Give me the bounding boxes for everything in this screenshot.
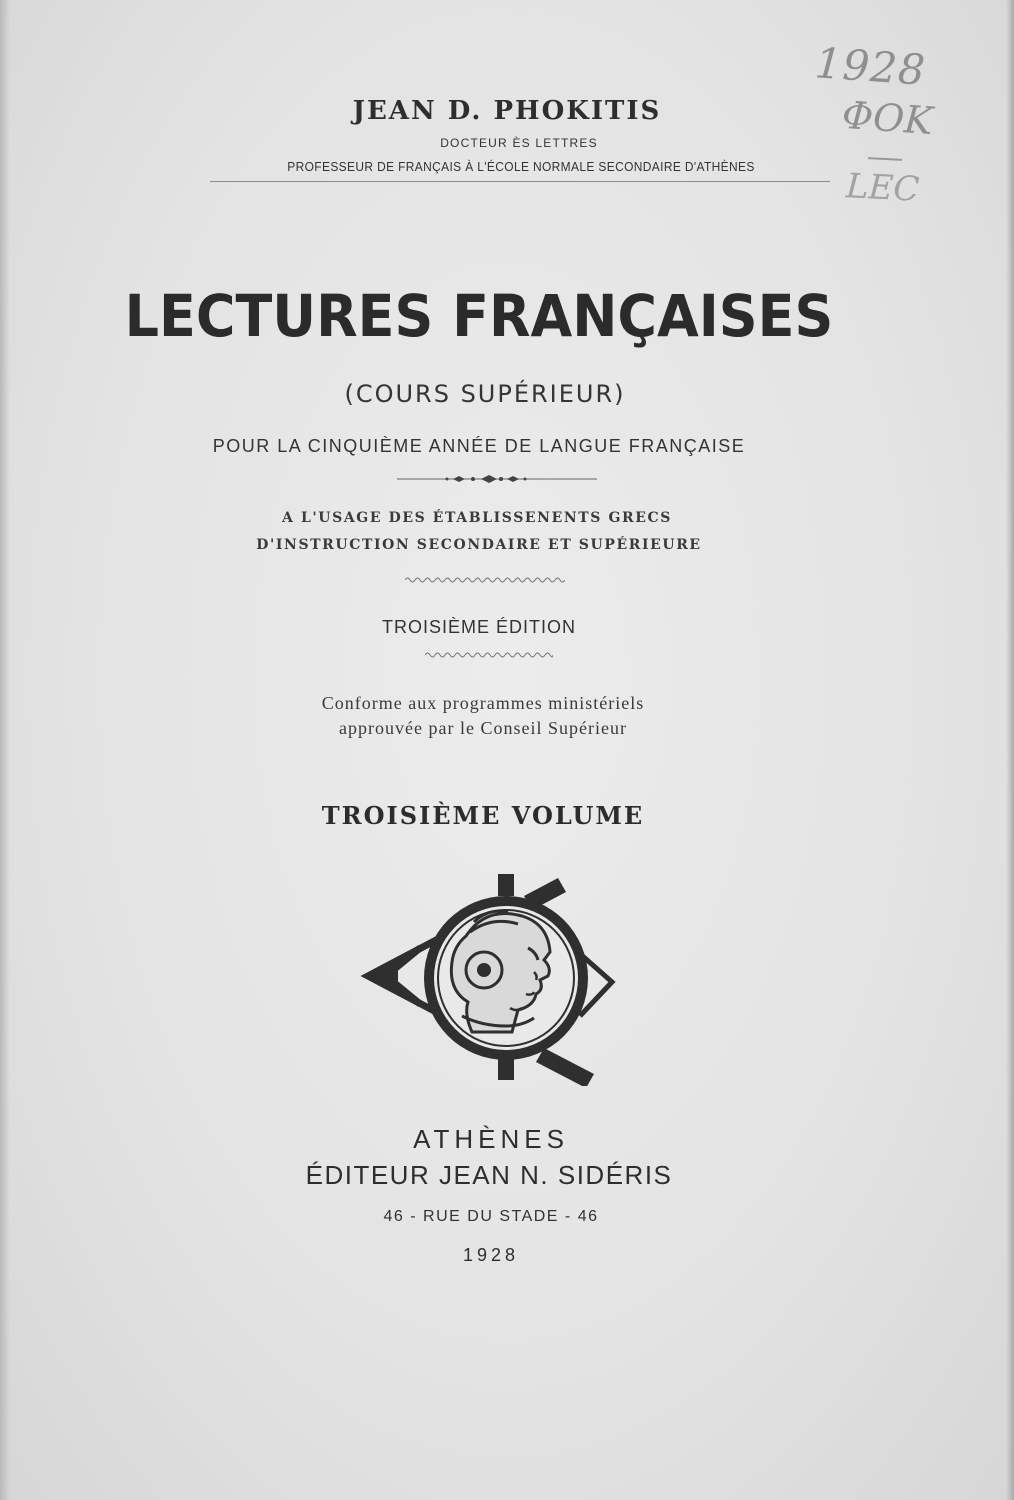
handwritten-title-code: LEC bbox=[845, 166, 921, 210]
book-subtitle: (COURS SUPÉRIEUR) bbox=[344, 380, 626, 408]
author-position: PROFESSEUR DE FRANÇAIS À L'ÉCOLE NORMALE SECONDAIRE D'ATHÈNES bbox=[287, 159, 755, 174]
wavy-divider bbox=[425, 650, 553, 660]
handwritten-author-code: ΦΟΚ bbox=[840, 92, 935, 144]
publisher-city: ATHÈNES bbox=[413, 1124, 569, 1154]
usage-line-2: D'INSTRUCTION SECONDAIRE ET SUPÉRIEURE bbox=[256, 537, 702, 553]
publisher-name: ÉDITEUR JEAN N. SIDÉRIS bbox=[305, 1160, 673, 1190]
ornament-divider bbox=[397, 473, 597, 485]
handwritten-year: 1928 bbox=[813, 38, 928, 95]
course-year: POUR LA CINQUIÈME ANNÉE DE LANGUE FRANÇAISE bbox=[212, 436, 746, 456]
conformity-line-2: approuvée par le Conseil Supérieur bbox=[339, 718, 627, 738]
publisher-address: 46 - RUE DU STADE - 46 bbox=[383, 1208, 599, 1225]
publisher-emblem-icon bbox=[358, 866, 620, 1086]
page-edge-left bbox=[0, 0, 10, 1500]
author-degree: DOCTEUR ÈS LETTRES bbox=[440, 136, 598, 150]
volume-label: TROISIÈME VOLUME bbox=[321, 801, 645, 830]
usage-line-1: A L'USAGE DES ÉTABLISSENENTS GRECS bbox=[282, 510, 672, 526]
page-edge-right bbox=[1006, 0, 1014, 1500]
author-name: JEAN D. PHOKITIS bbox=[352, 96, 662, 126]
conformity-line-1: Conforme aux programmes ministériels bbox=[321, 693, 645, 713]
publication-year: 1928 bbox=[462, 1245, 520, 1265]
header-rule bbox=[210, 181, 830, 182]
book-title: LECTURES FRANÇAISES bbox=[124, 282, 834, 350]
wavy-divider bbox=[405, 575, 565, 585]
edition-label: TROISIÈME ÉDITION bbox=[381, 617, 576, 637]
